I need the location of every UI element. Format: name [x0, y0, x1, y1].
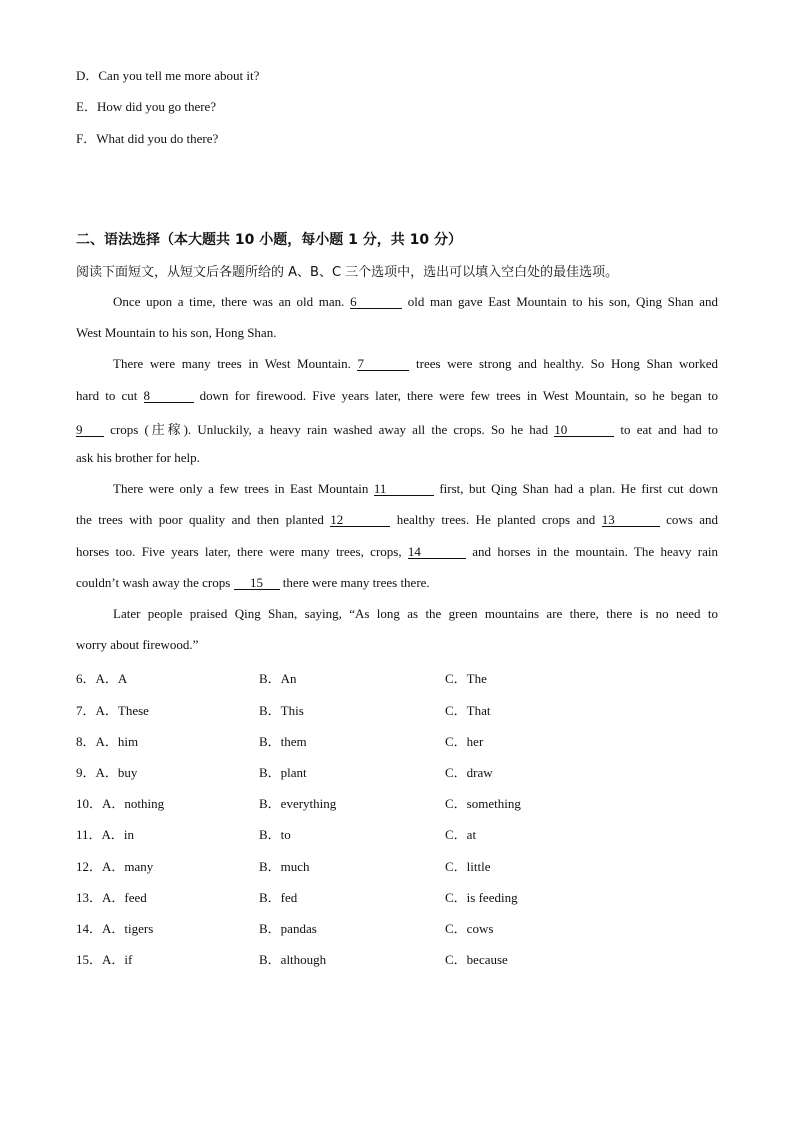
- passage-text: Once upon a time, there was an old man.: [113, 294, 345, 309]
- passage-text: hard to cut: [76, 388, 138, 403]
- passage-text: couldn’t wash away the crops: [76, 575, 231, 590]
- choice-c[interactable]: C．draw: [445, 765, 493, 780]
- choice-b[interactable]: B．much: [259, 859, 310, 874]
- choice-c[interactable]: C．at: [445, 827, 477, 842]
- passage-text: down for firewood. Five years later, there were few trees in West Mountain, so he began to: [199, 388, 719, 403]
- option-f: F．What did you do there?: [76, 131, 219, 146]
- question-row: [76, 762, 716, 780]
- choice-c[interactable]: C．because: [445, 952, 508, 967]
- choice-b[interactable]: B．although: [259, 952, 327, 967]
- choice-b[interactable]: B．An: [259, 671, 297, 686]
- passage-line: ask his brother for help.: [76, 450, 200, 465]
- blank-9[interactable]: 9: [76, 423, 104, 437]
- passage-line: [76, 419, 718, 438]
- choice-b[interactable]: B．fed: [259, 890, 298, 905]
- passage-line: [113, 294, 718, 310]
- choice-b[interactable]: B．pandas: [259, 921, 317, 936]
- choice-a[interactable]: 10．A．nothing: [76, 796, 165, 811]
- choice-b[interactable]: B．plant: [259, 765, 307, 780]
- passage-line: [76, 575, 718, 591]
- blank-6[interactable]: 6: [350, 295, 402, 309]
- passage-line: West Mountain to his son, Hong Shan.: [76, 325, 277, 340]
- passage-line: [113, 481, 718, 497]
- passage-text: There were only a few trees in East Mountain: [113, 481, 369, 496]
- question-row: [76, 793, 716, 811]
- section-title: 二、语法选择（本大题共 10 小题，每小题 1 分，共 10 分）: [76, 232, 462, 248]
- choice-c[interactable]: C．The: [445, 671, 487, 686]
- question-row: [76, 887, 716, 905]
- choice-b[interactable]: B．This: [259, 703, 304, 718]
- passage-text: the trees with poor quality and then planted: [76, 512, 324, 527]
- choice-c[interactable]: C．something: [445, 796, 521, 811]
- choice-a[interactable]: 15．A．if: [76, 952, 133, 967]
- choice-b[interactable]: B．them: [259, 734, 307, 749]
- choice-a[interactable]: 13．A．feed: [76, 890, 147, 905]
- choice-a[interactable]: 7．A．These: [76, 703, 149, 718]
- blank-7[interactable]: 7: [357, 357, 409, 371]
- choice-c[interactable]: C．cows: [445, 921, 494, 936]
- option-e: E．How did you go there?: [76, 99, 217, 114]
- choice-a[interactable]: 12．A．many: [76, 859, 154, 874]
- question-row: [76, 700, 716, 718]
- choice-c[interactable]: C．is feeding: [445, 890, 518, 905]
- choice-c[interactable]: C．her: [445, 734, 484, 749]
- passage-text: horses too. Five years later, there were many trees, crops,: [76, 544, 402, 559]
- passage-line: [76, 388, 718, 404]
- passage-text: cows and: [666, 512, 719, 527]
- choice-a[interactable]: 6．A．A: [76, 671, 128, 686]
- passage-text: there were many trees there.: [282, 575, 430, 590]
- question-row: [76, 856, 716, 874]
- passage-line: worry about firewood.”: [76, 637, 199, 652]
- blank-11[interactable]: 11: [374, 482, 434, 496]
- section-instruction: 阅读下面短文，从短文后各题所给的 A、B、C 三个选项中，选出可以填入空白处的最佳选项。: [76, 265, 619, 280]
- choice-a[interactable]: 9．A．buy: [76, 765, 138, 780]
- choice-c[interactable]: C．That: [445, 703, 491, 718]
- blank-12[interactable]: 12: [330, 513, 390, 527]
- passage-line: [113, 356, 718, 372]
- passage-text: healthy trees. He planted crops and: [396, 512, 596, 527]
- passage-line: Later people praised Qing Shan, saying, “As long as the green mountains are there, there is no need to: [113, 606, 718, 621]
- passage-text: There were many trees in West Mountain.: [113, 356, 351, 371]
- question-row: [76, 668, 716, 686]
- passage-line: [76, 512, 718, 528]
- passage-text: crops (庄稼). Unluckily, a heavy rain washed away all the crops. So he had: [110, 422, 549, 437]
- passage-text: and horses in the mountain. The heavy rain: [472, 544, 719, 559]
- passage-text: old man gave East Mountain to his son, Qing Shan and: [407, 294, 719, 309]
- question-row: [76, 918, 716, 936]
- passage-text: trees were strong and healthy. So Hong Shan worked: [416, 356, 719, 371]
- choice-a[interactable]: 8．A．him: [76, 734, 139, 749]
- passage-text: first, but Qing Shan had a plan. He first cut down: [439, 481, 719, 496]
- blank-10[interactable]: 10: [554, 423, 614, 437]
- passage-text: to eat and had to: [620, 422, 719, 437]
- choice-a[interactable]: 11．A．in: [76, 827, 135, 842]
- option-d: D．Can you tell me more about it?: [76, 68, 260, 83]
- choice-b[interactable]: B．everything: [259, 796, 337, 811]
- choice-a[interactable]: 14．A．tigers: [76, 921, 154, 936]
- blank-8[interactable]: 8: [144, 389, 194, 403]
- passage-line: [76, 544, 718, 560]
- blank-15[interactable]: 15: [234, 576, 280, 590]
- question-row: [76, 731, 716, 749]
- blank-14[interactable]: 14: [408, 545, 466, 559]
- question-row: [76, 949, 716, 967]
- choice-c[interactable]: C．little: [445, 859, 491, 874]
- question-row: [76, 824, 716, 842]
- choice-b[interactable]: B．to: [259, 827, 291, 842]
- blank-13[interactable]: 13: [602, 513, 660, 527]
